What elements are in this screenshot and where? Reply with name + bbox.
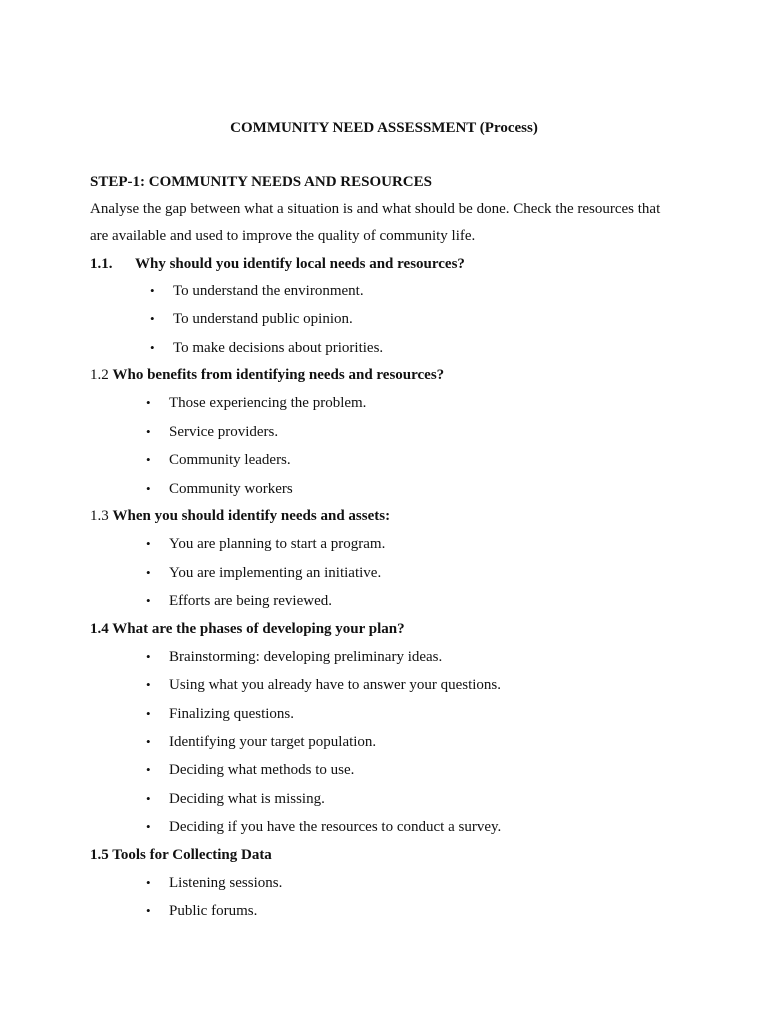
section-1-3-number: 1.3 (90, 508, 113, 524)
section-1-3-question: When you should identify needs and assets: (112, 508, 391, 524)
step1-intro-line-2: are available and used to improve the quality of community life. (90, 228, 476, 244)
list-item-text: Identifying your target population. (169, 734, 377, 750)
bullet-icon: • (146, 593, 151, 608)
list-item-text: Listening sessions. (169, 875, 283, 891)
section-1-1-number: 1.1. (90, 256, 113, 272)
section-1-1-question: Why should you identify local needs and resources? (135, 256, 465, 272)
list-item-text: Service providers. (169, 424, 279, 440)
bullet-icon: • (146, 565, 151, 580)
bullet-icon: • (146, 791, 151, 806)
bullet-icon: • (146, 875, 151, 890)
bullet-icon: • (146, 677, 151, 692)
section-1-2-question: Who benefits from identifying needs and resources? (112, 367, 445, 383)
bullet-icon: • (146, 706, 151, 721)
bullet-icon: • (146, 762, 151, 777)
list-item-text: Deciding what is missing. (169, 791, 325, 807)
list-item-text: Finalizing questions. (169, 706, 294, 722)
step1-intro-line-1: Analyse the gap between what a situation is and what should be done. Check the resources that (90, 201, 661, 217)
step1-heading: STEP-1: COMMUNITY NEEDS AND RESOURCES (90, 174, 432, 190)
list-item-text: Those experiencing the problem. (169, 395, 367, 411)
list-item-text: Public forums. (169, 903, 258, 919)
list-item-text: Efforts are being reviewed. (169, 593, 332, 609)
list-item-text: Deciding what methods to use. (169, 762, 355, 778)
list-item-text: To understand public opinion. (173, 311, 353, 327)
bullet-icon: • (146, 452, 151, 467)
section-1-3-heading (90, 506, 390, 526)
bullet-icon: • (146, 819, 151, 834)
list-item-text: To make decisions about priorities. (173, 340, 384, 356)
list-item-text: Using what you already have to answer your questions. (169, 677, 502, 693)
section-1-5-heading: 1.5 Tools for Collecting Data (90, 847, 272, 863)
section-1-2-heading (90, 365, 444, 385)
section-1-4-heading: 1.4 What are the phases of developing your plan? (90, 621, 405, 637)
list-item-text: You are implementing an initiative. (169, 565, 382, 581)
section-1-2-number: 1.2 (90, 367, 113, 383)
list-item-text: Community workers (169, 481, 293, 497)
list-item-text: Brainstorming: developing preliminary ideas. (169, 649, 443, 665)
bullet-icon: • (150, 311, 155, 326)
bullet-icon: • (146, 481, 151, 496)
bullet-icon: • (146, 649, 151, 664)
bullet-icon: • (146, 903, 151, 918)
bullet-icon: • (150, 283, 155, 298)
section-1-1-heading (90, 254, 465, 274)
bullet-icon: • (146, 734, 151, 749)
list-item-text: Deciding if you have the resources to conduct a survey. (169, 819, 502, 835)
list-item-text: To understand the environment. (173, 283, 364, 299)
bullet-icon: • (146, 395, 151, 410)
bullet-icon: • (150, 340, 155, 355)
bullet-icon: • (146, 424, 151, 439)
list-item-text: You are planning to start a program. (169, 536, 386, 552)
document-title: COMMUNITY NEED ASSESSMENT (Process) (230, 120, 538, 136)
list-item-text: Community leaders. (169, 452, 291, 468)
bullet-icon: • (146, 536, 151, 551)
